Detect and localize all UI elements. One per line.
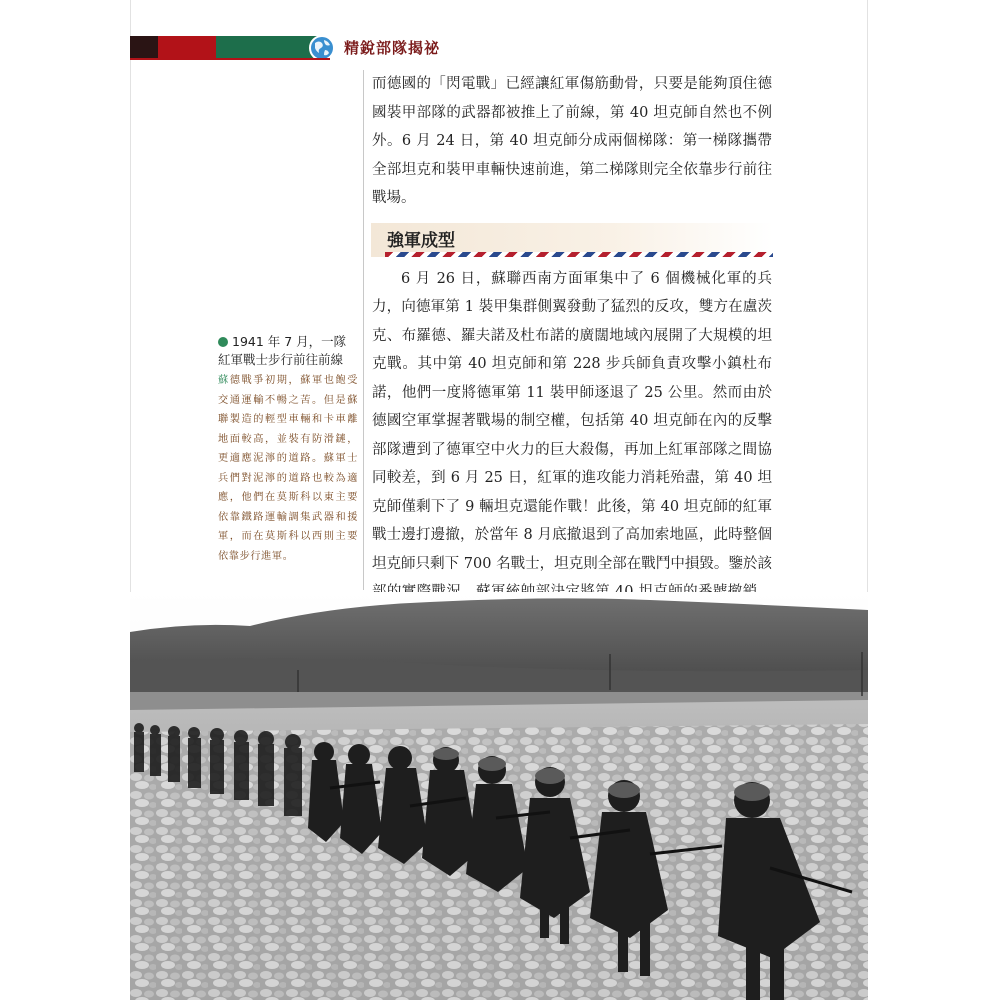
caption-body [218,371,358,566]
body-text [372,70,772,635]
caption-heading-row [218,333,358,369]
paragraph-1: 而德國的「閃電戰」已經讓紅軍傷筋動骨，只要是能夠頂住德國裝甲部隊的武器都被推上了前線，第 40 坦克師自然也不例外。6 月 24 日，第 40 坦克師分成兩個梯隊：第一梯隊攜帶全部坦克和裝甲車輛快速前進，第二梯隊則完全依靠步行前往戰場。 [372,76,772,206]
airmail-stripe [385,252,773,257]
section-heading-bar [371,223,773,257]
page-edge-right [867,0,868,620]
caption-bullet-icon [218,337,228,347]
section-title: 精銳部隊揭祕 [344,39,441,57]
column-divider [363,70,364,590]
caption-first-char: 蘇 [218,375,230,386]
photo-caption [218,333,358,566]
caption-heading: 1941 年 7 月，一隊紅軍戰士步行前往前線 [218,334,347,367]
soldiers-marching-photo [130,592,868,1000]
photo-illustration [130,592,868,1000]
caption-text: 德戰爭初期，蘇軍也飽受交通運輸不暢之苦。但是蘇聯製造的輕型車輛和卡車離地面較高，並裝有防滑鏈，更適應泥濘的道路。蘇軍士兵們對泥濘的道路也較為適應，他們在莫斯科以東主要依靠鐵路運輸調集武器和援軍，而在莫斯科以西則主要依靠步行進軍。 [218,375,358,562]
paragraph-2: 6 月 26 日，蘇聯西南方面軍集中了 6 個機械化軍的兵力，向德軍第 1 裝甲集群側翼發動了猛烈的反攻，雙方在盧茨克、布羅德、羅夫諾及杜布諾的廣闊地域內展開了大規模的坦克戰。其中第 40 坦克師和第 228 步兵師負責攻擊小鎮杜布諾，他們一度將德軍第 11 裝甲師逐退了 25 公里。然而由於德國空軍掌握著戰場的制空權，包括第 40 坦克師在內的反擊部隊遭到了德軍空中火力的巨大殺傷，再加上紅軍部隊之間協同較差，到 6 月 25 日，紅軍的進攻能力消耗殆盡，第 40 坦克師僅剩下了 9 輛坦克還能作戰！此後，第 40 坦克師的紅軍戰士邊打邊撤，於當年 8 月底撤退到了高加索地區，此時整個坦克師只剩下 700 名戰士，坦克則全部在戰鬥中損毀。鑒於該 [372,270,772,572]
page-edge-left [130,0,131,620]
header-black-block [130,36,158,58]
header-underline [130,58,330,60]
section-heading: 強軍成型 [387,230,455,251]
header-red-block [158,36,216,58]
section-header [130,36,441,58]
